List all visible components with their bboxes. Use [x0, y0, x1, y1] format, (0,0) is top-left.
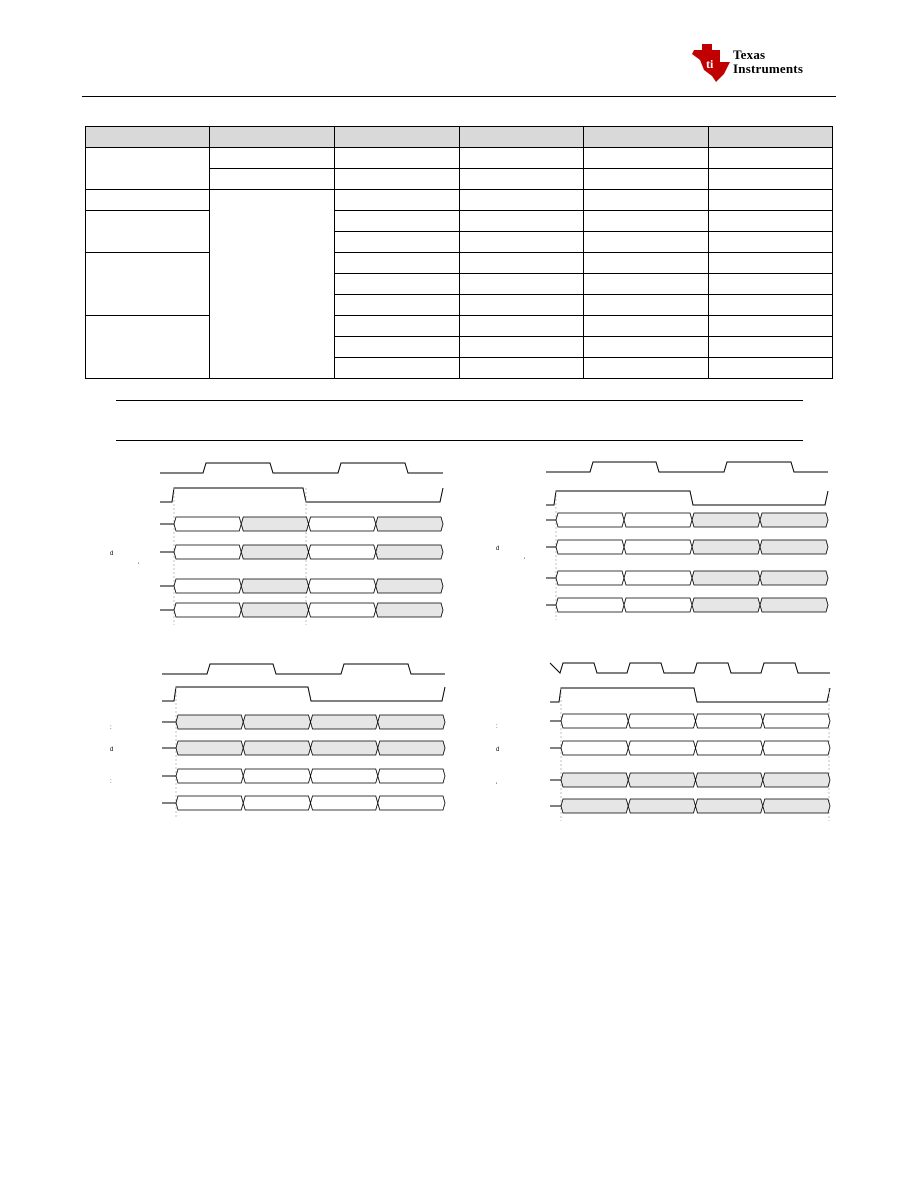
row-mark: d [496, 747, 500, 753]
data-slot-shaded [760, 513, 828, 527]
data-slot-shaded [378, 715, 445, 729]
data-slot-shaded [376, 545, 443, 559]
data-slot-shaded [241, 517, 308, 531]
data-slot [309, 579, 376, 593]
data-slot-shaded [376, 517, 443, 531]
data-slot [763, 741, 830, 755]
data-slot-shaded [378, 741, 445, 755]
data-slot [556, 598, 624, 612]
data-slot [696, 741, 763, 755]
frame-sync-waveform [162, 687, 445, 701]
data-slot-shaded [241, 545, 308, 559]
data-slot [561, 741, 628, 755]
data-slot [243, 769, 310, 783]
data-slot-shaded [696, 773, 763, 787]
data-slot-shaded [243, 715, 310, 729]
data-slot-shaded [311, 741, 378, 755]
row-mark: d [110, 747, 114, 753]
row-mark: : [110, 779, 112, 785]
row-mark: ' [138, 563, 140, 569]
data-slot-shaded [243, 741, 310, 755]
data-slot-shaded [692, 513, 760, 527]
timing-diagram-bottom-right [496, 663, 830, 821]
timing-diagram-top-right [496, 462, 828, 620]
data-slot [174, 603, 241, 617]
logo-line2: Instruments [733, 61, 804, 76]
row-mark: : [496, 724, 498, 730]
row-mark: ' [496, 783, 498, 789]
clock-waveform [550, 663, 830, 673]
data-slot [556, 571, 624, 585]
data-slot-shaded [628, 799, 695, 813]
data-slot [309, 603, 376, 617]
data-slot-shaded [763, 799, 830, 813]
data-slot-shaded [696, 799, 763, 813]
data-slot-shaded [628, 773, 695, 787]
logo-line1: Texas [733, 47, 766, 62]
data-slot [174, 517, 241, 531]
data-slot [243, 796, 310, 810]
data-slot [309, 517, 376, 531]
data-slot [696, 714, 763, 728]
data-slot-shaded [692, 598, 760, 612]
data-slot [561, 714, 628, 728]
data-slot [628, 714, 695, 728]
data-slot-shaded [176, 741, 243, 755]
data-slot [556, 513, 624, 527]
data-slot [378, 796, 445, 810]
data-slot [311, 769, 378, 783]
data-slot [311, 796, 378, 810]
clock-waveform [546, 462, 828, 472]
frame-sync-waveform [160, 488, 443, 502]
data-slot [624, 540, 692, 554]
data-slot-shaded [760, 540, 828, 554]
data-slot-shaded [760, 598, 828, 612]
data-slot [176, 796, 243, 810]
data-slot [624, 598, 692, 612]
data-slot [624, 513, 692, 527]
data-slot [174, 579, 241, 593]
data-slot-shaded [692, 571, 760, 585]
row-mark: ' [524, 558, 526, 564]
svg-text:ti: ti [706, 57, 714, 71]
frame-sync-waveform [546, 491, 828, 505]
timing-diagram-bottom-left [110, 664, 445, 818]
data-slot-shaded [561, 799, 628, 813]
data-slot [378, 769, 445, 783]
frame-sync-waveform [550, 688, 830, 702]
data-slot-shaded [376, 579, 443, 593]
clock-waveform [160, 463, 443, 473]
data-slot-shaded [176, 715, 243, 729]
timing-diagram-top-left [110, 463, 443, 625]
data-slot-shaded [692, 540, 760, 554]
data-slot-shaded [561, 773, 628, 787]
data-slot [309, 545, 376, 559]
data-slot [763, 714, 830, 728]
data-slot-shaded [241, 603, 308, 617]
data-slot [176, 769, 243, 783]
clock-waveform [162, 664, 445, 674]
row-mark: d [496, 546, 500, 552]
data-slot-shaded [376, 603, 443, 617]
row-mark: : [110, 725, 112, 731]
row-mark: d [110, 551, 114, 557]
data-slot-shaded [241, 579, 308, 593]
data-slot-shaded [763, 773, 830, 787]
data-slot [174, 545, 241, 559]
data-slot [628, 741, 695, 755]
data-slot-shaded [311, 715, 378, 729]
data-slot-shaded [760, 571, 828, 585]
data-slot [624, 571, 692, 585]
data-slot [556, 540, 624, 554]
